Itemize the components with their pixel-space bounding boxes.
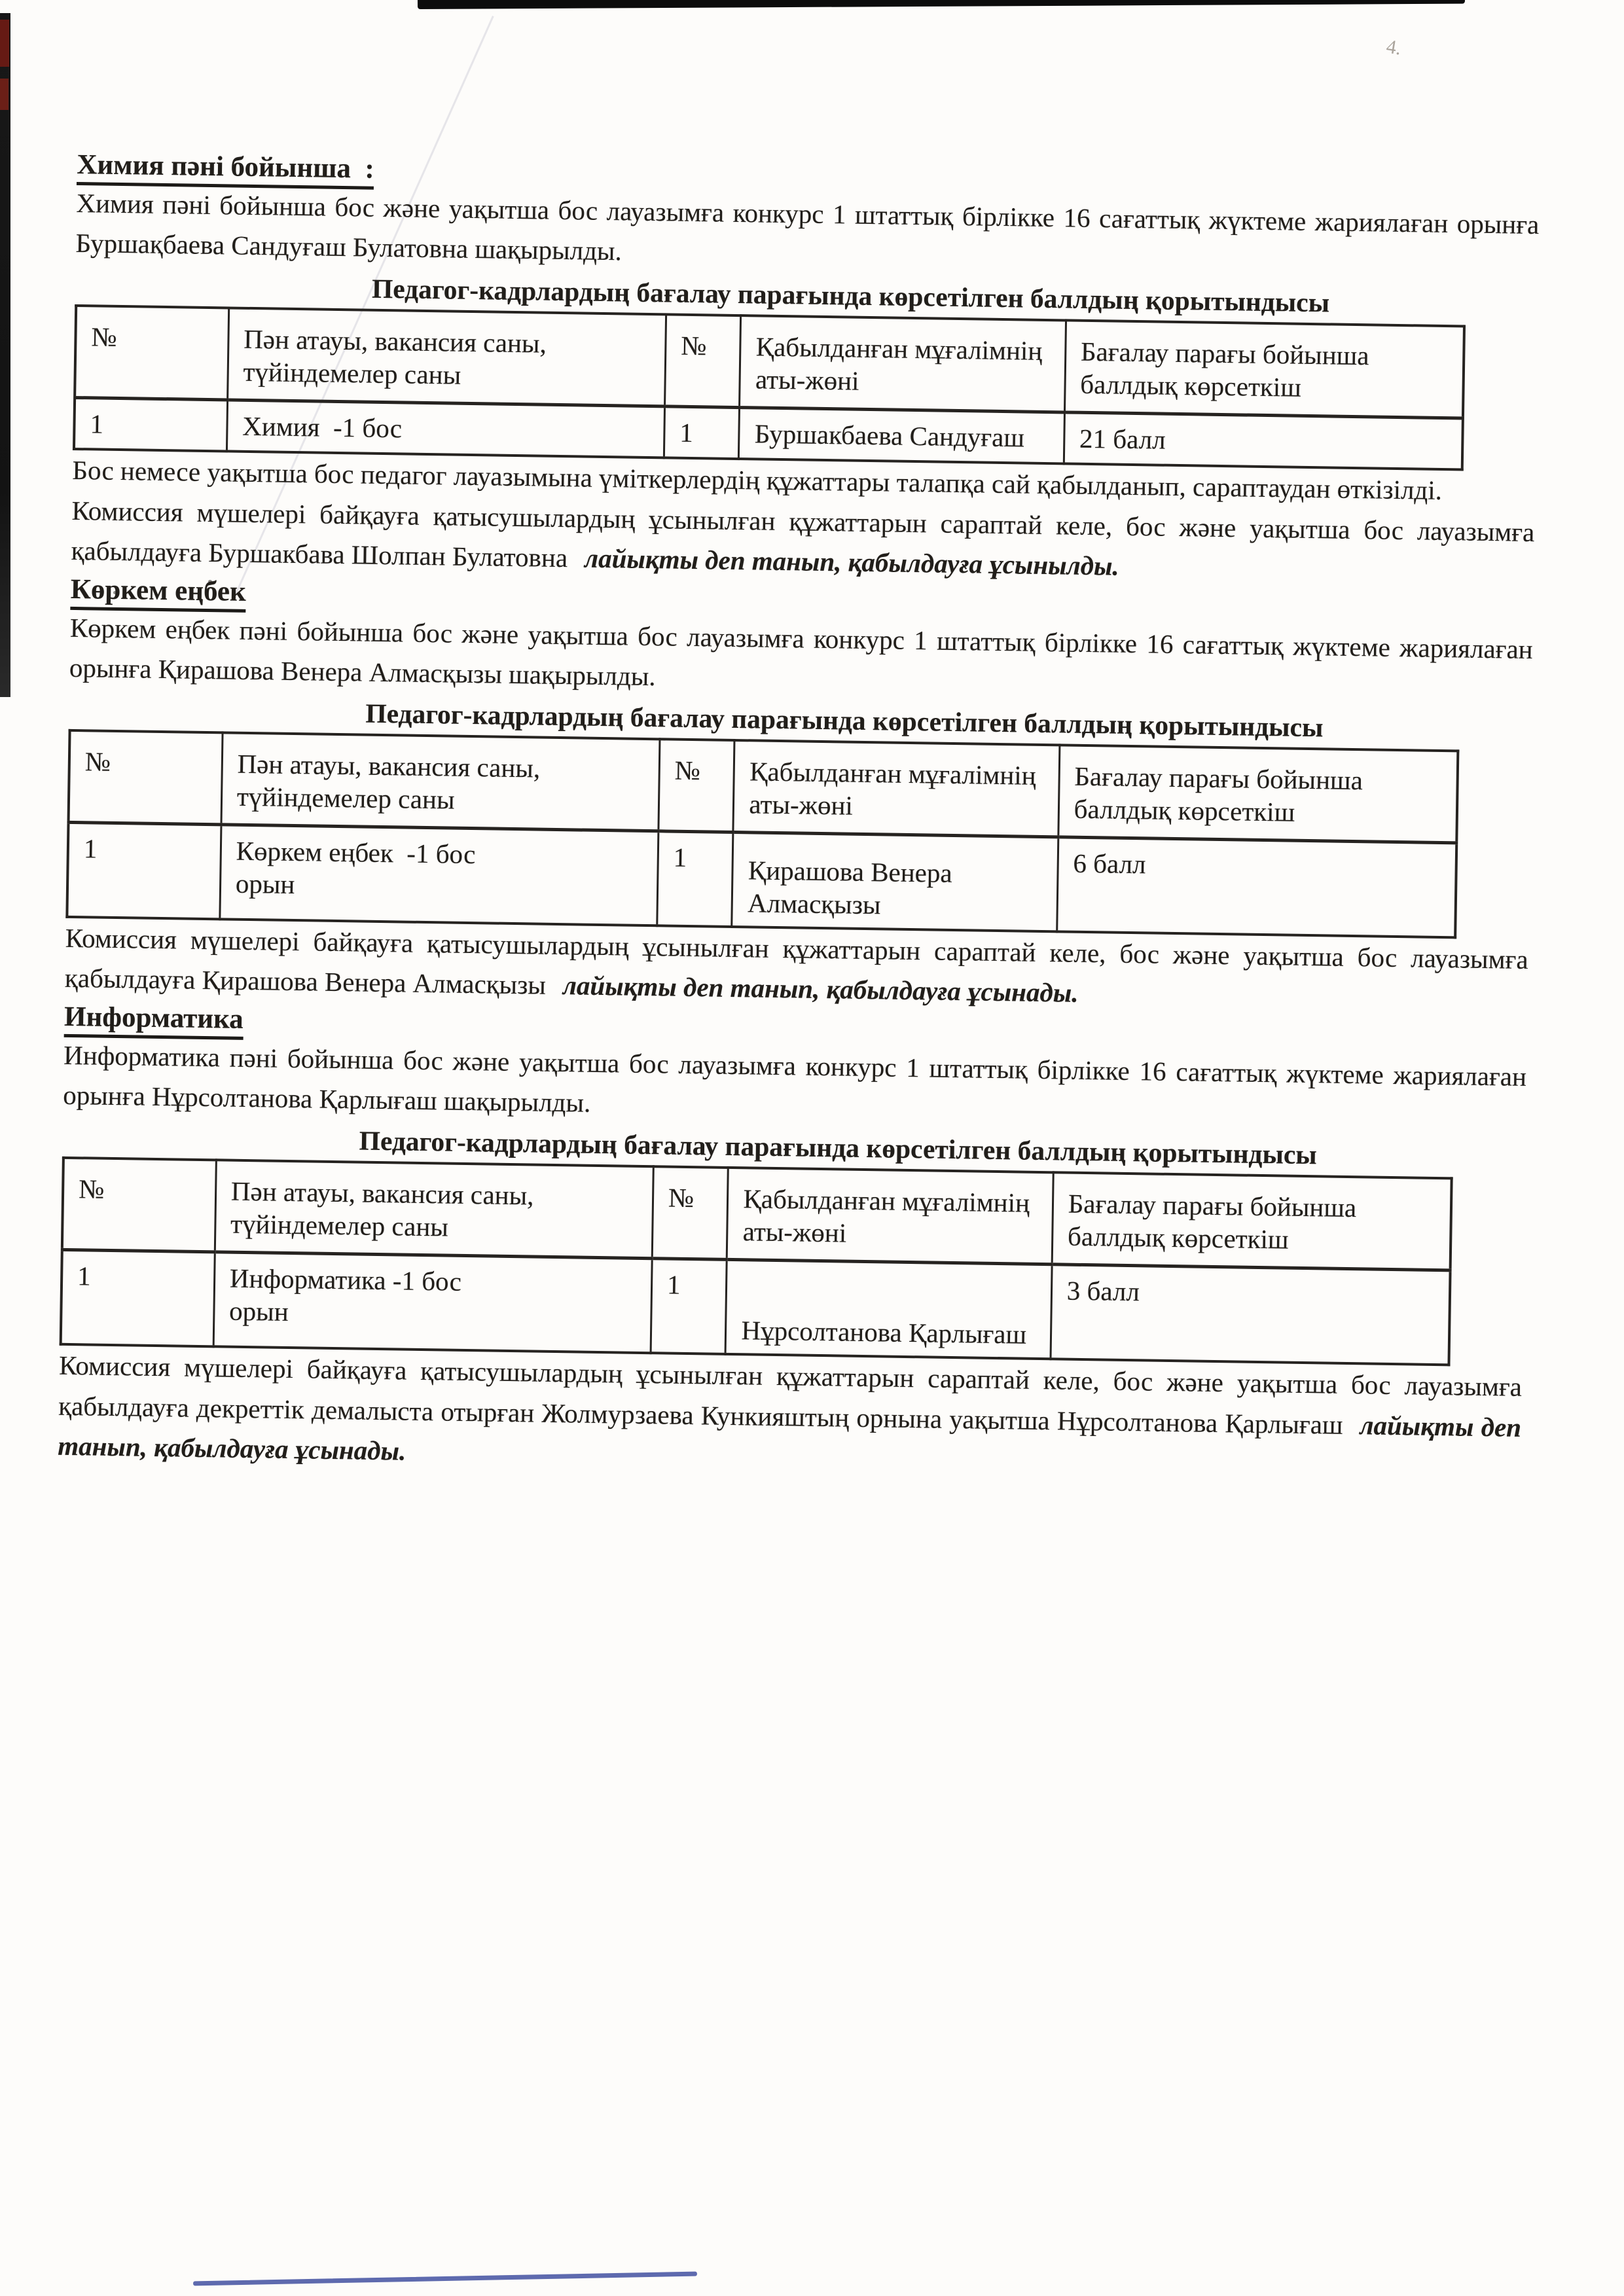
cell-score: 21 балл xyxy=(1064,412,1463,470)
paragraph-commission-informatics xyxy=(58,1346,1522,1488)
header-cell-number: № xyxy=(69,730,223,825)
evaluation-table-informatics xyxy=(60,1157,1453,1367)
cell-teacher xyxy=(725,1259,1051,1359)
header-cell-score: Бағалау парағы бойынша баллдық көрсеткіш xyxy=(1058,745,1458,843)
header-cell-number: № xyxy=(75,306,228,400)
table-data-row xyxy=(67,822,1456,937)
cell-score: 3 балл xyxy=(1051,1265,1451,1365)
header-cell-score: Бағалау парағы бойынша баллдық көрсеткіш xyxy=(1064,321,1464,419)
paragraph-commission-informatics-text: Комиссия мүшелері байқауға қатысушылардың ұсынылған құжаттарын сараптай келе, бос және уақытша бос лауазымға қабылдауға декреттік демалыста отырған Жолмурзаева Кункияштың орнына уақытша Нұрсолтанова Қарлығаш xyxy=(58,1350,1523,1440)
table-title-art-labor: Педагог-кадрлардың бағалау парағында көрсетілген баллдың қорытындысы xyxy=(365,698,1324,742)
cell-number2: 1 xyxy=(664,406,740,459)
header-cell-score: Бағалау парағы бойынша баллдық көрсеткіш xyxy=(1052,1172,1452,1270)
header-cell-number2: № xyxy=(664,315,741,408)
cell-subject-line1: Химия -1 бос xyxy=(242,410,403,444)
cell-teacher-line1: Нұрсолтанова Қарлығаш xyxy=(741,1315,1027,1350)
section-heading-chemistry-text: Химия пәні бойынша : xyxy=(77,149,374,190)
cell-subject xyxy=(213,1252,652,1353)
cell-teacher xyxy=(732,832,1058,931)
section-heading-art-labor-text: Көркем еңбек xyxy=(70,574,246,613)
scan-red-mark xyxy=(0,20,9,67)
paragraph-commission-informatics-emphasis: лайықты деп танып, қабылдауға ұсынады. xyxy=(58,1409,1522,1466)
cell-teacher-line2: Алмасқызы xyxy=(747,888,881,920)
header-cell-teacher: Қабылданған мұғалімнің аты-жөні xyxy=(740,315,1066,412)
table-title-informatics: Педагог-кадрлардың бағалау парағында көрсетілген баллдың қорытындысы xyxy=(359,1125,1318,1170)
cell-number: 1 xyxy=(67,822,221,919)
header-cell-teacher: Қабылданған мұғалімнің аты-жөні xyxy=(727,1168,1053,1265)
intro-paragraph-chemistry: Химия пәні бойынша бос және уақытша бос лауазымға конкурс 1 штаттық бірлікке 16 сағаттық жүктеме жариялаған орынға Буршақбаева Сандуғаш Булатовна шақырылды. xyxy=(75,187,1540,266)
cell-subject-line2: орын xyxy=(235,868,295,899)
cell-subject xyxy=(220,825,659,925)
header-cell-number2: № xyxy=(652,1166,729,1259)
cell-score: 6 балл xyxy=(1056,837,1456,938)
paragraph-commission-chemistry-text: Комиссия мүшелері байқауға қатысушылардың ұсынылған құжаттарын сараптай келе, бос және уақытша бос лауазымға қабылдауға Буршакбава Шолпан Булатовна xyxy=(71,495,1535,573)
pencil-corner-mark: 4. xyxy=(1384,35,1403,60)
cell-subject-line2: орын xyxy=(228,1295,289,1327)
cell-number2: 1 xyxy=(651,1259,727,1354)
paragraph-documents-accepted: Бос немесе уақытша бос педагог лауазымына үміткерлердің құжаттары талапқа сай қабылданып, сараптаудан өткізілді. xyxy=(72,455,1443,506)
header-cell-subject: Пән атауы, вакансия саны, түйіндемелер саны xyxy=(215,1160,653,1258)
cell-number: 1 xyxy=(74,398,227,452)
header-cell-subject: Пән атауы, вакансия саны, түйіндемелер саны xyxy=(227,308,666,406)
table-data-row xyxy=(61,1249,1451,1365)
scanned-document-content xyxy=(58,139,1540,1488)
intro-paragraph-art-labor: Көркем еңбек пәні бойынша бос және уақытша бос лауазымға конкурс 1 штаттық бірлікке 16 сағаттық жүктеме жариялаған орынға Қирашова Венера Алмасқызы шақырылды. xyxy=(69,612,1534,692)
cell-subject xyxy=(226,400,664,457)
cell-number2: 1 xyxy=(657,831,734,927)
paragraph-commission-art-labor-text: Комиссия мүшелері байқауға қатысушылардың ұсынылған құжаттарын сараптай келе, бос және уақытша бос лауазымға қабылдауға Қирашова Венера Алмасқызы xyxy=(64,922,1528,1001)
cell-subject-line1: Информатика -1 бос xyxy=(229,1263,462,1297)
table-title-chemistry: Педагог-кадрлардың бағалау парағында көрсетілген баллдың қорытындысы xyxy=(371,273,1330,318)
paragraph-commission-art-labor-emphasis: лайықты деп танып, қабылдауға ұсынады. xyxy=(562,970,1079,1009)
cell-teacher-line1: Буршакбаева Сандуғаш xyxy=(754,418,1025,453)
evaluation-table-art-labor xyxy=(65,729,1459,939)
header-cell-number: № xyxy=(62,1158,216,1252)
header-cell-number2: № xyxy=(659,739,735,832)
scan-red-mark xyxy=(0,79,9,110)
cell-number: 1 xyxy=(61,1249,215,1346)
header-cell-subject: Пән атауы, вакансия саны, түйіндемелер саны xyxy=(221,732,660,831)
cell-teacher-line1: Қирашова Венера xyxy=(748,855,953,888)
cell-subject-line1: Көркем еңбек -1 бос xyxy=(236,835,476,869)
scan-bottom-blue-line-artifact xyxy=(193,2272,697,2286)
scan-left-edge-artifact xyxy=(0,13,10,697)
paragraph-commission-chemistry-emphasis: лайықты деп танып, қабылдауға ұсынылды. xyxy=(584,543,1120,581)
header-cell-teacher: Қабылданған мұғалімнің аты-жөні xyxy=(733,740,1059,837)
cell-teacher xyxy=(739,408,1064,464)
scan-top-edge-artifact xyxy=(418,0,1465,9)
evaluation-table-chemistry xyxy=(73,304,1466,471)
section-heading-informatics-text: Информатика xyxy=(64,1001,244,1040)
intro-paragraph-informatics: Информатика пәні бойынша бос және уақытша бос лауазымға конкурс 1 штаттық бірлікке 16 сағаттық жүктеме жариялаған орынға Нұрсолтанова Қарлығаш шақырылды. xyxy=(62,1039,1527,1119)
